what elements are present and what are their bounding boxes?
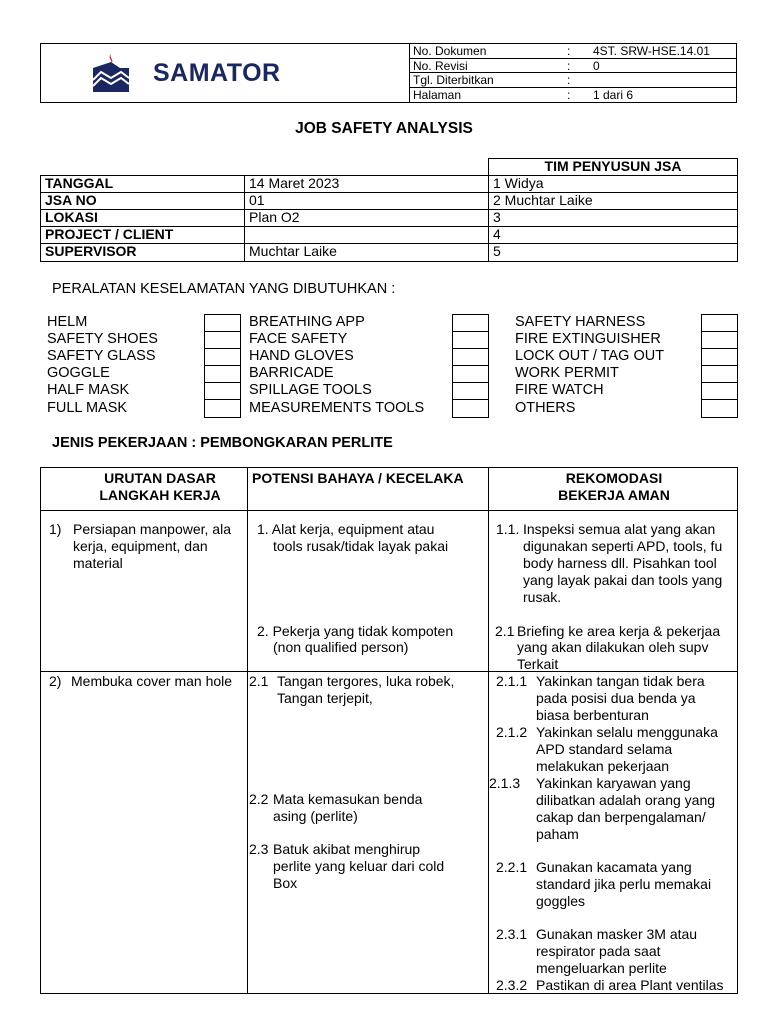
hazard-text: (non qualified person) (273, 639, 409, 655)
equipment-label: BARRICADE (249, 365, 334, 381)
recommendation-text: Gunakan masker 3M atau (536, 926, 698, 942)
meta-value: 4ST. SRW-HSE.14.01 (593, 44, 710, 58)
recommendation-text: cakap dan berpengalaman/ (536, 809, 706, 825)
meta-separator: : (567, 58, 571, 73)
recommendation-text: goggles (536, 893, 586, 909)
checkbox[interactable] (204, 382, 241, 399)
company-logo (41, 44, 410, 102)
info-value (244, 226, 489, 244)
info-value: Muchtar Laike (244, 243, 489, 262)
equipment-label: SAFETY GLASS (47, 348, 156, 364)
checkbox[interactable] (701, 399, 738, 418)
tim-header: TIM PENYUSUN JSA (488, 158, 738, 176)
tim-member: 4 (488, 226, 738, 244)
column-header: BEKERJA AMAN (558, 487, 670, 503)
document-header (40, 43, 737, 103)
equipment-heading: PERALATAN KESELAMATAN YANG DIBUTUHKAN : (52, 281, 396, 297)
recommendation-number: 2.1.2 (496, 724, 528, 740)
hazard-text: Tangan terjepit, (277, 690, 373, 706)
meta-row (409, 59, 736, 74)
recommendation-text: Pastikan di area Plant ventilas (536, 977, 724, 993)
checkbox[interactable] (204, 314, 241, 331)
equipment-label: GOGGLE (47, 365, 110, 381)
checkbox[interactable] (701, 314, 738, 331)
info-label: JSA NO (40, 192, 245, 210)
checkbox[interactable] (701, 331, 738, 348)
equipment-label: SAFETY HARNESS (515, 314, 646, 330)
checkbox[interactable] (204, 399, 241, 418)
recommendation-text: Briefing ke area kerja & pekerjaa (517, 623, 721, 639)
tim-member: 3 (488, 209, 738, 227)
checkbox[interactable] (701, 365, 738, 382)
jsa-table (40, 467, 738, 994)
step-text: Membuka cover man hole (71, 673, 233, 689)
recommendation-number: 2.1.1 (496, 673, 528, 689)
recommendation-text: melakukan pekerjaan (536, 758, 670, 774)
info-value: Plan O2 (244, 209, 489, 227)
recommendation-text: yang akan dilakukan oleh supv (517, 639, 709, 655)
samator-logo-icon (41, 48, 151, 98)
meta-label: Tgl. Diterbitkan (413, 73, 494, 87)
step-text: Persiapan manpower, ala (73, 521, 231, 537)
column-header: LANGKAH KERJA (99, 487, 221, 503)
hazard-text: tools rusak/tidak layak pakai (273, 538, 449, 554)
equipment-label: HALF MASK (47, 382, 130, 398)
recommendation-text: paham (536, 826, 579, 842)
equipment-label: HELM (47, 314, 88, 330)
info-label: PROJECT / CLIENT (40, 226, 245, 244)
checkbox[interactable] (452, 348, 489, 365)
equipment-label: MEASUREMENTS TOOLS (249, 400, 425, 416)
meta-separator: : (567, 87, 571, 102)
hazard-text: perlite yang keluar dari cold (273, 858, 445, 874)
checkbox[interactable] (452, 314, 489, 331)
meta-row (409, 44, 736, 59)
hazard-text: Box (273, 875, 298, 891)
recommendation-text: digunakan seperti APD, tools, fu (523, 538, 723, 554)
document-meta (409, 44, 736, 102)
document-title: JOB SAFETY ANALYSIS (295, 120, 473, 137)
hazard-text: Mata kemasukan benda (273, 791, 423, 807)
equipment-label: SAFETY SHOES (47, 331, 158, 347)
hazard-text: asing (perlite) (273, 808, 358, 824)
column-header: URUTAN DASAR (104, 470, 216, 486)
equipment-label: OTHERS (515, 400, 576, 416)
recommendation-text: Inspeksi semua alat yang akan (523, 521, 716, 537)
info-label: TANGGAL (40, 175, 245, 193)
tim-member: 5 (488, 243, 738, 262)
recommendation-number: 2.3.1 (496, 926, 528, 942)
recommendation-number: 2.3.2 (496, 977, 528, 993)
meta-separator: : (567, 73, 571, 87)
step-number: 1) (49, 521, 62, 537)
hazard-number: 2.1 (249, 673, 269, 689)
hazard-number: 2.3 (249, 841, 269, 857)
hazard-text: 2. Pekerja yang tidak kompoten (257, 623, 454, 639)
checkbox[interactable] (452, 399, 489, 418)
equipment-label: FIRE EXTINGUISHER (515, 331, 661, 347)
recommendation-number: 1.1. (496, 521, 520, 537)
meta-row (409, 88, 736, 103)
info-label: SUPERVISOR (40, 243, 245, 262)
recommendation-number: 2.2.1 (496, 859, 528, 875)
job-type-heading: JENIS PEKERJAAN : PEMBONGKARAN PERLITE (52, 435, 393, 451)
meta-separator: : (567, 44, 571, 58)
recommendation-text: body harness dll. Pisahkan tool (523, 555, 717, 571)
step-text: kerja, equipment, dan (73, 538, 208, 554)
equipment-label: SPILLAGE TOOLS (249, 382, 372, 398)
company-name: SAMATOR (153, 59, 281, 87)
recommendation-text: Yakinkan tangan tidak bera (536, 673, 705, 689)
meta-value: 1 dari 6 (593, 87, 634, 102)
checkbox[interactable] (701, 348, 738, 365)
equipment-label: FULL MASK (47, 400, 128, 416)
hazard-text: Tangan tergores, luka robek, (277, 673, 455, 689)
column-divider (247, 468, 248, 993)
recommendation-text: yang layak pakai dan tools yang (523, 572, 723, 588)
recommendation-text: Terkait (517, 656, 559, 672)
equipment-label: LOCK OUT / TAG OUT (515, 348, 665, 364)
hazard-text: Batuk akibat menghirup (273, 841, 421, 857)
tim-member: 2 Muchtar Laike (488, 192, 738, 210)
recommendation-text: mengeluarkan perlite (536, 960, 667, 976)
meta-label: No. Dokumen (413, 44, 487, 58)
checkbox[interactable] (204, 348, 241, 365)
row-divider (41, 510, 737, 511)
hazard-text: 1. Alat kerja, equipment atau (257, 521, 435, 537)
checkbox[interactable] (204, 365, 241, 382)
recommendation-text: Gunakan kacamata yang (536, 859, 692, 875)
recommendation-text: pada posisi dua benda ya (536, 690, 696, 706)
step-number: 2) (49, 673, 62, 689)
recommendation-text: APD standard selama (536, 741, 673, 757)
meta-value: 0 (593, 58, 600, 73)
recommendation-text: rusak. (523, 589, 562, 605)
checkbox[interactable] (452, 365, 489, 382)
equipment-label: FACE SAFETY (249, 331, 348, 347)
equipment-label: FIRE WATCH (515, 382, 604, 398)
column-header: POTENSI BAHAYA / KECELAKA (252, 470, 464, 486)
equipment-label: HAND GLOVES (249, 348, 354, 364)
meta-row (409, 73, 736, 88)
checkbox[interactable] (452, 382, 489, 399)
meta-label: No. Revisi (413, 58, 468, 73)
checkbox[interactable] (701, 382, 738, 399)
info-label: LOKASI (40, 209, 245, 227)
info-value: 01 (244, 192, 489, 210)
checkbox[interactable] (452, 331, 489, 348)
equipment-label: BREATHING APP (249, 314, 365, 330)
meta-label: Halaman (413, 87, 462, 102)
hazard-number: 2.2 (249, 791, 269, 807)
column-header: REKOMODASI (565, 470, 663, 486)
recommendation-text: dilibatkan adalah orang yang (536, 792, 716, 808)
info-value: 14 Maret 2023 (244, 175, 489, 193)
step-text: material (73, 555, 123, 571)
equipment-label: WORK PERMIT (515, 365, 619, 381)
recommendation-text: respirator pada saat (536, 943, 661, 959)
checkbox[interactable] (204, 331, 241, 348)
recommendation-text: Yakinkan selalu menggunaka (536, 724, 718, 740)
recommendation-number: 2.1 (495, 623, 515, 639)
column-divider (488, 468, 489, 993)
recommendation-text: standard jika perlu memakai (536, 876, 712, 892)
row-divider (41, 671, 737, 672)
recommendation-number: 2.1.3 (489, 775, 521, 791)
recommendation-text: Yakinkan karyawan yang (536, 775, 691, 791)
recommendation-text: biasa berbenturan (536, 707, 649, 723)
tim-member: 1 Widya (488, 175, 738, 193)
